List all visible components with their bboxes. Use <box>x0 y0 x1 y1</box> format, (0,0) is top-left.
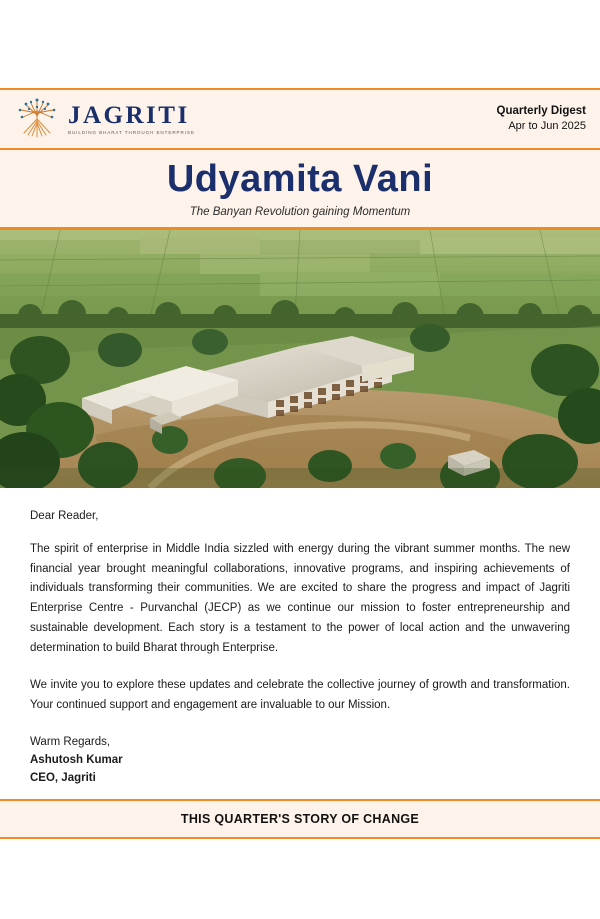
digest-label: Quarterly Digest <box>496 104 586 117</box>
logo-wordmark: JAGRITI <box>68 101 190 129</box>
digest-period: Apr to Jun 2025 <box>508 120 586 133</box>
banyan-tree-logo-icon <box>14 97 60 141</box>
bottom-margin <box>0 839 600 919</box>
logo-tagline: BUILDING BHARAT THROUGH ENTERPRISE <box>68 129 195 135</box>
section-banner <box>0 799 600 839</box>
closing-line: Warm Regards, <box>30 736 111 749</box>
brand-logo <box>14 97 195 141</box>
letter-paragraph-1: The spirit of enterprise in Middle India sizzled with energy during the vibrant summer months. The new financial year brought meaningful collaborations, innovative programs, and inspiring achievements of individuals transforming their communities. We are excited to share the progress and impact of Jagriti Enterprise Centre - Purvanchal (JECP) as we continue our mission to foster entrepreneurship and sustainable development. Each story is a testament to the power of local action and the unwavering determination to build Bharat through Enterprise. <box>30 542 570 654</box>
page-subtitle: The Banyan Revolution gaining Momentum <box>189 205 411 218</box>
section-banner-label: THIS QUARTER'S STORY OF CHANGE <box>180 812 420 827</box>
signature-block <box>30 734 570 787</box>
header-bar <box>0 88 600 150</box>
signer-name: Ashutosh Kumar <box>30 753 123 766</box>
page-title: Udyamita Vani <box>166 158 434 200</box>
logo-text-block <box>68 103 195 136</box>
masthead-band <box>0 150 600 230</box>
hero-image <box>0 230 600 488</box>
digest-info <box>497 104 586 134</box>
letter-paragraph-2: We invite you to explore these updates and celebrate the collective journey of growth and transformation. Your continued support and engagement are invaluable to our Mission. <box>30 679 570 712</box>
editor-letter <box>0 488 600 788</box>
salutation: Dear Reader, <box>30 509 99 522</box>
signer-role: CEO, Jagriti <box>30 771 96 784</box>
top-margin <box>0 0 600 88</box>
